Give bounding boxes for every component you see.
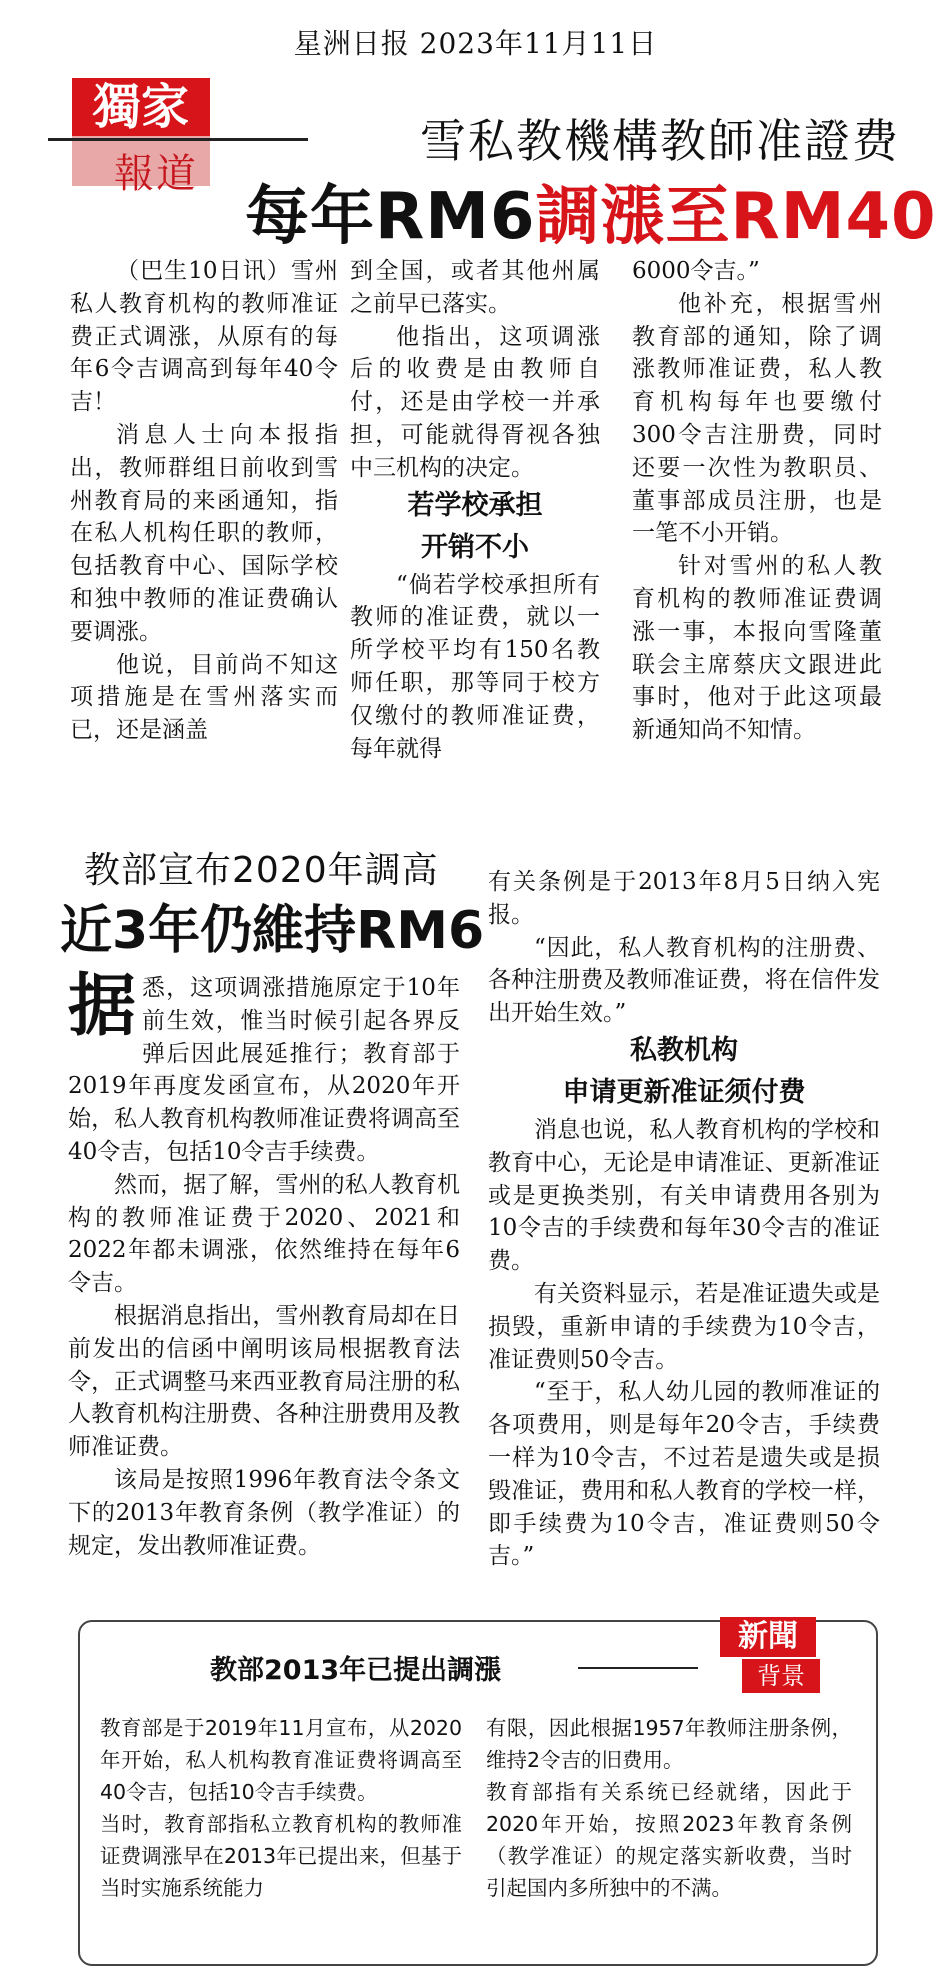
- headline-part-1: 每年RM6: [245, 180, 536, 254]
- exclusive-label: 獨家: [72, 78, 210, 136]
- paragraph: 消息人士向本报指出，教师群组日前收到雪州教育局的来函通知，指在私人机构任职的教师，包括教育中心、国际学校和独中教师的准证费确认要调涨。: [70, 421, 338, 645]
- news-background-badge: [720, 1617, 824, 1695]
- paragraph: “至于，私人幼儿园的教师准证的各项费用，则是每年20令吉，手续费一样为10令吉，不过若是遗失或是损毁准证，费用和私人教育的学校一样，即手续费为10令吉，准证费则50令吉。”: [488, 1379, 880, 1570]
- subheading-line-2: 开销不小: [421, 531, 529, 563]
- subheading-line-1: 私教机构: [630, 1034, 738, 1066]
- drop-cap: 据: [68, 966, 137, 1046]
- paragraph: 有限，因此根据1957年教师注册条例，维持2令吉的旧费用。: [486, 1716, 852, 1772]
- header-rule: [48, 138, 308, 141]
- headline-part-2: 調漲至RM40: [535, 180, 937, 254]
- paragraph: 有关条例是于2013年8月5日纳入宪报。: [488, 869, 880, 928]
- paragraph: 有关资料显示，若是准证遗失或是损毁，重新申请的手续费为10令吉，准证费则50令吉。: [488, 1280, 880, 1373]
- report-label: 報道: [114, 151, 198, 197]
- paragraph: 当时，教育部指私立教育机构的教师准证费调涨早在2013年已提出来，但基于当时实施系统能力: [100, 1812, 462, 1900]
- paragraph-text: 悉，这项调涨措施原定于10年前生效，惟当时候引起各界反弹后因此展延推行；教育部于2019年再度发函宣布，从2020年开始，私人教育机构教师准证费将调高至40令吉，包括10令吉手续费。: [68, 975, 460, 1165]
- background-column-left: [100, 1712, 462, 1904]
- background-title: 教部2013年已提出調漲: [210, 1655, 502, 1686]
- news-label: 新聞: [720, 1617, 816, 1657]
- paragraph: 6000令吉。”: [632, 258, 760, 284]
- paragraph: “倘若学校承担所有教师的准证费，就以一所学校平均有150名教师任职，那等同于校方仅缴付的教师准证费，每年就得: [350, 571, 600, 762]
- paragraph: “因此，私人教育机构的注册费、各种注册费及教师准证费，将在信件发出开始生效。”: [488, 934, 880, 1027]
- background-column-right: [486, 1712, 852, 1904]
- main-headline: [245, 165, 937, 257]
- subheading-line-1: 若学校承担: [407, 489, 543, 521]
- background-label: 背景: [742, 1659, 820, 1693]
- headline-kicker: 雪私教機構教師准證费: [420, 114, 900, 168]
- paragraph: 到全国，或者其他州属之前早已落实。: [350, 258, 600, 317]
- paragraph: 教育部是于2019年11月宣布，从2020年开始，私人机构教育准证费将调高至40令吉，包括10令吉手续费。: [100, 1716, 462, 1804]
- paragraph: 他指出，这项调涨后的收费是由教师自付，还是由学校一并承担，可能就得胥视各独中三机构的决定。: [350, 323, 600, 481]
- paragraph: 该局是按照1996年教育法令条文下的2013年教育条例（教学准证）的规定，发出教师准证费。: [68, 1466, 460, 1559]
- article-column-2: [350, 255, 600, 765]
- paragraph: （巴生10日讯）雪州私人教育机构的教师准证费正式调涨，从原有的每年6令吉调高到每年40令吉！: [70, 258, 338, 416]
- article-column-1: [70, 255, 338, 747]
- paragraph: [68, 966, 460, 1169]
- paragraph: 教育部指有关系统已经就绪，因此于2020年开始，按照2023年教育条例（教学准证）的规定落实新收费，当时引起国内多所独中的不满。: [486, 1780, 852, 1900]
- article-column-3: [632, 255, 882, 747]
- secondary-headline-kicker: 教部宣布2020年調高: [84, 850, 439, 891]
- paragraph: 他说，目前尚不知这项措施是在雪州落实而已，还是涵盖: [70, 651, 338, 744]
- exclusive-report-badge: [72, 78, 222, 197]
- secondary-headline: 近3年仍維持RM6: [60, 901, 485, 961]
- subheading-line-2: 申请更新准证须付费: [562, 1076, 806, 1108]
- paragraph: 针对雪州的私人教育机构的教师准证费调涨一事，本报向雪隆董联会主席蔡庆文跟进此事时，他对于此这项最新通知尚不知情。: [632, 553, 882, 744]
- article-column-4: [68, 966, 460, 1562]
- paragraph: 根据消息指出，雪州教育局却在日前发出的信函中阐明该局根据教育法令，正式调整马来西亚教育局注册的私人教育机构注册费、各种注册费用及教师准证费。: [68, 1302, 460, 1461]
- paragraph: 他补充，根据雪州教育部的通知，除了调涨教师准证费，私人教育机构每年也要缴付300令吉注册费，同时还要一次性为教职员、董事部成员注册，也是一笔不小开销。: [632, 290, 882, 547]
- article-column-5: [488, 866, 880, 1573]
- paragraph: 消息也说，私人教育机构的学校和教育中心，无论是申请准证、更新准证或是更换类别，有关申请费用各别为10令吉的手续费和每年30令吉的准证费。: [488, 1116, 880, 1275]
- masthead: 星洲日报 2023年11月11日: [293, 27, 658, 60]
- paragraph: 然而，据了解，雪州的私人教育机构的教师准证费于2020、2021和2022年都未调涨，依然维持在每年6令吉。: [68, 1171, 460, 1297]
- background-title-rule: [578, 1667, 698, 1669]
